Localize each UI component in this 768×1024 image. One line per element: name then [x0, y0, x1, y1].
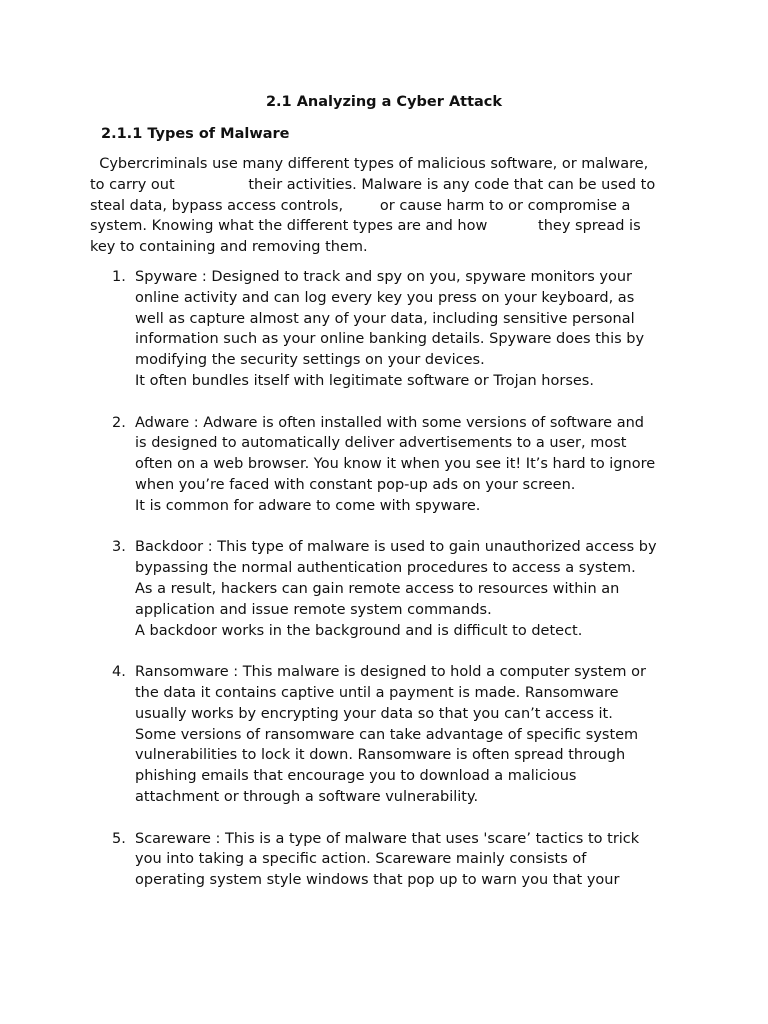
intro-line: key to containing and removing them. — [90, 239, 368, 256]
text-line: when you’re faced with constant pop-up ads on your screen. — [135, 476, 576, 493]
text-line: you into taking a specific action. Scareware mainly consists of — [135, 851, 587, 868]
text-line: It is common for adware to come with spyware. — [135, 497, 481, 514]
text-line: application and issue remote system commands. — [135, 601, 492, 618]
text-line: operating system style windows that pop up to warn you that your — [135, 872, 620, 889]
text-line: Backdoor : This type of malware is used to gain unauthorized access by — [135, 539, 657, 556]
text-line: bypassing the normal authentication procedures to access a system. — [135, 560, 636, 577]
list-item-scareware — [0, 829, 768, 891]
text-line: It often bundles itself with legitimate software or Trojan horses. — [135, 372, 594, 389]
intro-line: steal data, bypass access controls, or cause harm to or compromise a — [90, 197, 631, 214]
text-line: well as capture almost any of your data, including sensitive personal — [135, 310, 635, 327]
intro-line: Cybercriminals use many different types of malicious software, or malware, — [90, 156, 649, 172]
text-line: is designed to automatically deliver advertisements to a user, most — [135, 435, 627, 452]
text-line: usually works by encrypting your data so that you can’t access it. — [135, 705, 613, 722]
intro-paragraph — [90, 154, 690, 258]
text-line: often on a web browser. You know it when you see it! It’s hard to ignore — [135, 456, 656, 473]
list-item-number: 5. — [112, 830, 126, 847]
list-item-text — [135, 537, 695, 641]
text-line: As a result, hackers can gain remote access to resources within an — [135, 580, 620, 597]
list-item-text — [135, 662, 695, 808]
text-line: Adware : Adware is often installed with some versions of software and — [135, 414, 644, 431]
text-line: Spyware : Designed to track and spy on you, spyware monitors your — [135, 269, 633, 285]
list-item-spyware — [0, 267, 768, 392]
list-item-number: 4. — [112, 664, 126, 681]
list-item-text — [135, 829, 695, 891]
list-item-number: 2. — [112, 414, 126, 431]
text-line: attachment or through a software vulnerability. — [135, 788, 479, 805]
list-item-ransomware — [0, 662, 768, 808]
text-line: phishing emails that encourage you to download a malicious — [135, 768, 577, 785]
text-line: Scareware : This is a type of malware that uses 'scare’ tactics to trick — [135, 830, 640, 847]
list-item-backdoor — [0, 537, 768, 641]
text-line: online activity and can log every key you press on your keyboard, as — [135, 289, 635, 306]
list-item-text — [135, 267, 695, 392]
subsection-title: 2.1.1 Types of Malware — [101, 126, 290, 142]
text-line: Ransomware : This malware is designed to hold a computer system or — [135, 664, 646, 681]
section-title: 2.1 Analyzing a Cyber Attack — [265, 94, 503, 110]
text-line: A backdoor works in the background and is difficult to detect. — [135, 622, 583, 639]
intro-line: system. Knowing what the different types are and how they spread is — [90, 218, 641, 235]
text-line: modifying the security settings on your devices. — [135, 352, 485, 369]
malware-types-list — [0, 267, 768, 912]
list-item-number: 3. — [112, 539, 126, 556]
intro-line: to carry out their activities. Malware is any code that can be used to — [90, 176, 656, 193]
list-item-number: 1. — [112, 269, 126, 285]
text-line: information such as your online banking details. Spyware does this by — [135, 331, 645, 348]
text-line: the data it contains captive until a payment is made. Ransomware — [135, 684, 619, 701]
list-item-text — [135, 413, 695, 517]
text-line: Some versions of ransomware can take advantage of specific system — [135, 726, 639, 743]
list-item-adware — [0, 413, 768, 517]
text-line: vulnerabilities to lock it down. Ransomware is often spread through — [135, 747, 626, 764]
